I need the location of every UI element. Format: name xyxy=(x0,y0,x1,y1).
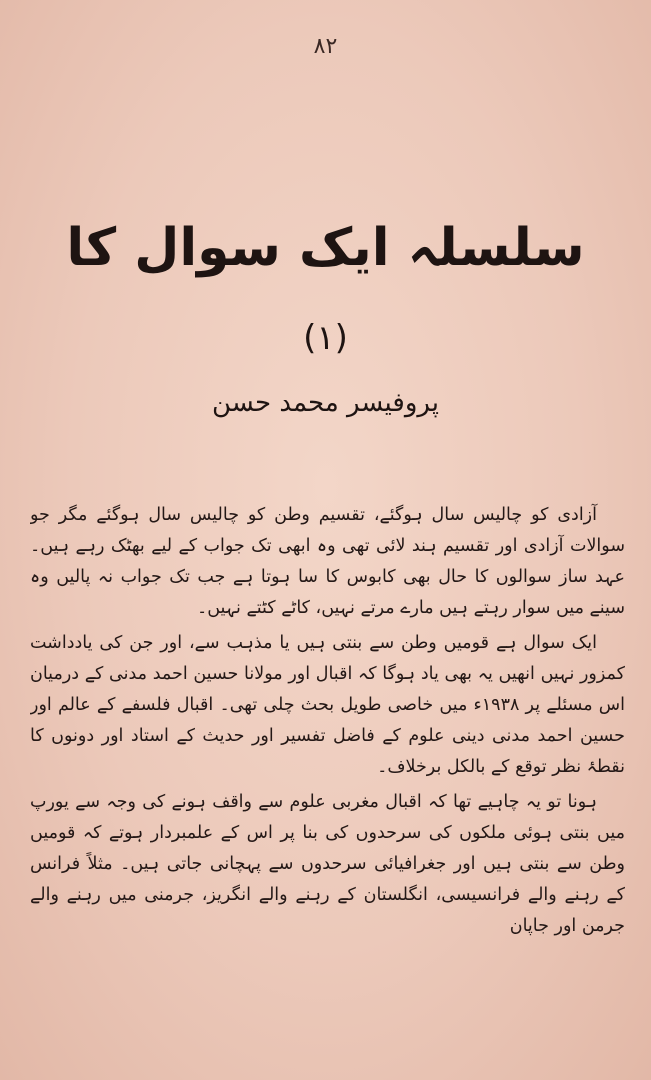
part-number: (۱) xyxy=(303,318,348,358)
body-paragraph: آزادی کو چالیس سال ہوگئے، تقسیم وطن کو چالیس سال ہوگئے مگر جو سوالات آزادی اور تقسیم ہند لائی تھی وہ ابھی تک جواب کے لیے بھٹک رہے ہیں۔ عہد ساز سوالوں کا حال بھی کابوس کا سا ہوتا ہے جب تک جواب نہ پالیں وہ سینے میں سوار رہتے ہیں مارے مرتے نہیں، کاٹے کٹتے نہیں۔ xyxy=(30,505,625,618)
article-title: سلسلہ ایک سوال کا xyxy=(66,218,585,278)
author-name: پروفیسر محمد حسن xyxy=(212,388,439,418)
body-paragraph: ایک سوال ہے قومیں وطن سے بنتی ہیں یا مذہب سے، اور جن کی یادداشت کمزور نہیں انھیں یہ بھی یاد ہوگا کہ اقبال اور مولانا حسین احمد مدنی کے درمیان اس مسئلے پر ۱۹۳۸ء میں خاصی طویل بحث چلی تھی۔ اقبال فلسفے کے عالم اور حسین احمد مدنی دینی علوم کے فاضل تفسیر اور حدیث کے استاد اور دونوں کا نقطۂ نظر توقع کے بالکل برخلاف۔ xyxy=(30,633,625,777)
article-body xyxy=(30,500,625,1060)
page-number: ۸۲ xyxy=(313,34,338,59)
body-paragraph: ہونا تو یہ چاہیے تھا کہ اقبال مغربی علوم سے واقف ہونے کی وجہ سے یورپ میں بنتی ہوئی ملکوں کی سرحدوں کی بنا پر اس کے علمبردار ہوتے کہ قومیں وطن سے بنتی ہیں اور جغرافیائی سرحدوں سے پہچانی جاتی ہیں۔ مثلاً فرانس کے رہنے والے فرانسیسی، انگلستان کے رہنے والے انگریز، جرمنی میں رہنے والے جرمن اور جاپان xyxy=(30,792,625,936)
